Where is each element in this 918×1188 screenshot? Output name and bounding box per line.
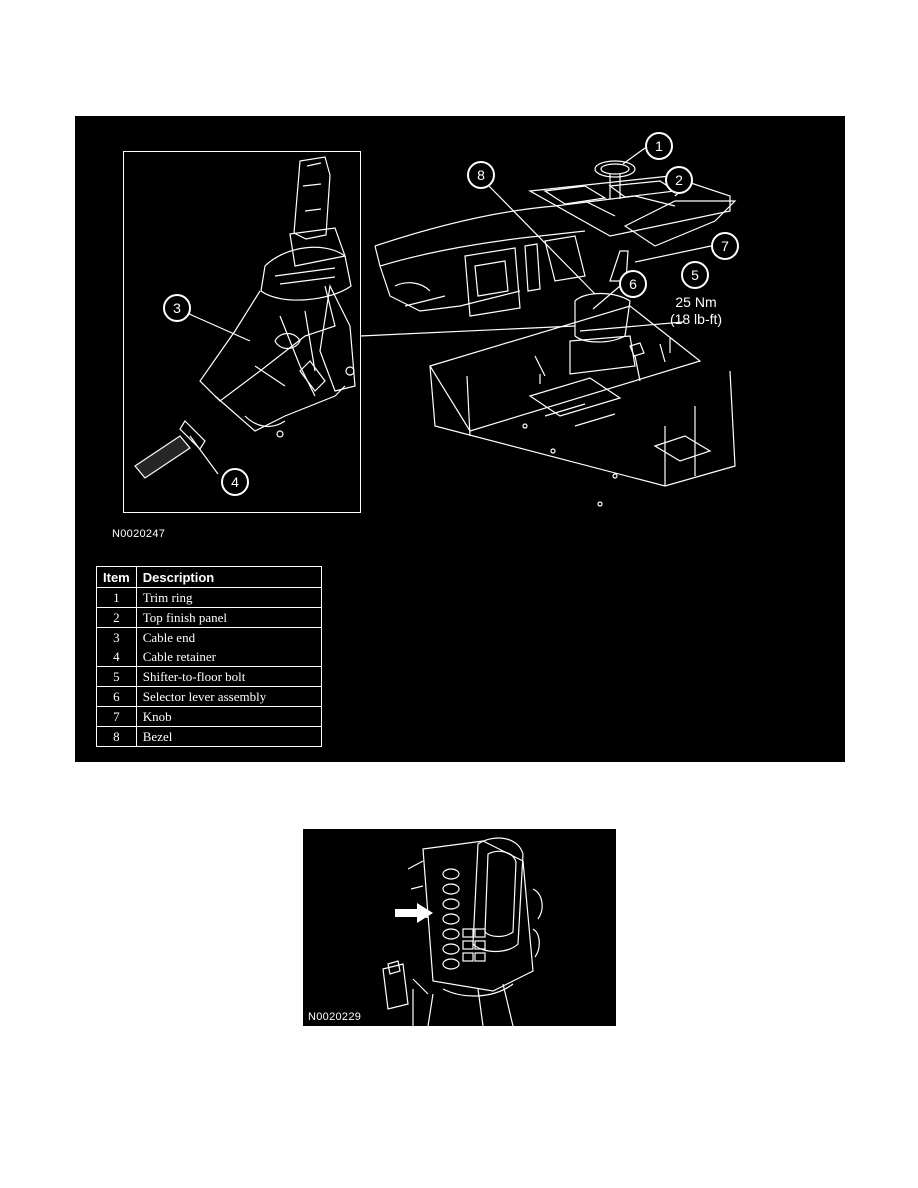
table-row (97, 588, 322, 608)
table-row (97, 667, 322, 687)
callout-2: 2 (665, 166, 693, 194)
legend-table (96, 566, 322, 747)
item-description: Shifter-to-floor bolt (136, 667, 321, 687)
item-description-group (136, 628, 321, 667)
item-number: 6 (97, 687, 137, 707)
table-row (97, 707, 322, 727)
item-number: 4 (113, 649, 120, 664)
table-row (97, 727, 322, 747)
header-item: Item (97, 567, 137, 588)
torque-value: 25 Nm (675, 294, 717, 310)
item-number: 3 (113, 630, 120, 645)
item-description: Top finish panel (136, 608, 321, 628)
item-number: 7 (97, 707, 137, 727)
figure-code: N0020229 (308, 1011, 362, 1023)
shifter-detail-inset (123, 151, 361, 513)
figure-code: N0020247 (112, 528, 166, 540)
item-number-group (97, 628, 137, 667)
item-description: Cable retainer (142, 649, 216, 664)
callout-6: 6 (619, 270, 647, 298)
item-number: 2 (97, 608, 137, 628)
item-description: Cable end (142, 630, 196, 645)
callout-4: 4 (221, 468, 249, 496)
torque-spec (656, 294, 736, 328)
figure-shifter-removal (75, 116, 845, 762)
item-description: Bezel (136, 727, 321, 747)
torque-alt: (18 lb-ft) (669, 311, 723, 327)
callout-3: 3 (163, 294, 191, 322)
item-number: 5 (97, 667, 137, 687)
callout-5: 5 (681, 261, 709, 289)
table-row (97, 628, 322, 667)
legend-header-row (97, 567, 322, 588)
header-description: Description (136, 567, 321, 588)
item-number: 8 (97, 727, 137, 747)
callout-7: 7 (711, 232, 739, 260)
shifter-closeup-illustration (303, 829, 616, 1026)
item-description: Selector lever assembly (136, 687, 321, 707)
item-number: 1 (97, 588, 137, 608)
callout-8: 8 (467, 161, 495, 189)
item-description: Trim ring (136, 588, 321, 608)
table-row (97, 608, 322, 628)
table-row (97, 687, 322, 707)
item-description: Knob (136, 707, 321, 727)
callout-1: 1 (645, 132, 673, 160)
figure-shifter-closeup (303, 829, 616, 1026)
